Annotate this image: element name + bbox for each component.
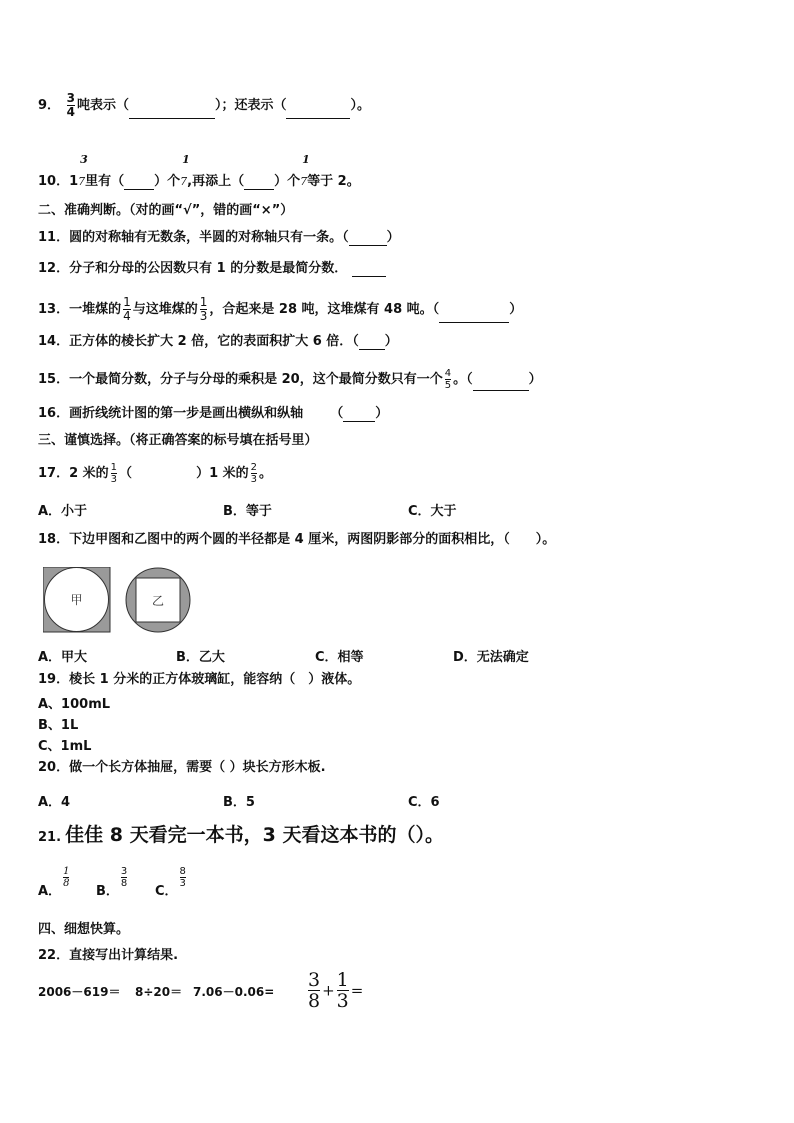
figure-yi — [125, 567, 191, 633]
question-17: 17．2 米的 $\frac{1}{3}$ （ ）1 米的 $\frac{2}{3}$ 。 — [38, 462, 273, 485]
mixed-fraction: 3 7 — [78, 153, 88, 188]
option-d[interactable]: D．无法确定 — [453, 650, 529, 665]
option-a[interactable]: A． $\frac{1}{8}$ — [38, 866, 70, 899]
answer-blank[interactable] — [359, 336, 385, 350]
question-19: 19．棱长 1 分米的正方体玻璃缸，能容纳（ ）液体。 — [38, 672, 361, 687]
fraction: $\frac{3}{4}$ — [66, 91, 75, 119]
question-11: 11．圆的对称轴有无数条，半圆的对称轴只有一条。（ ） — [38, 230, 400, 245]
figure-yi-label: 乙 — [151, 594, 165, 608]
answer-blank[interactable] — [352, 263, 386, 277]
expression-3: 7.06－0.06= — [193, 985, 275, 999]
answer-blank[interactable] — [124, 176, 154, 190]
expression-2: 8÷20＝ — [135, 985, 183, 999]
answer-blank[interactable] — [473, 377, 529, 391]
option-c[interactable]: C．相等 — [315, 650, 364, 665]
figure-jia — [43, 567, 111, 633]
answer-blank[interactable] — [439, 309, 509, 323]
option-c[interactable]: C．大于 — [408, 504, 457, 519]
option-a[interactable]: A．小于 — [38, 504, 88, 519]
answer-blank[interactable] — [343, 408, 375, 422]
section-3-heading: 三、谨慎选择。（将正确答案的标号填在括号里） — [38, 433, 318, 448]
answer-blank[interactable] — [286, 105, 350, 119]
option-a[interactable]: A．4 — [38, 795, 71, 810]
option-c[interactable]: C．6 — [408, 795, 440, 810]
question-22: 22．直接写出计算结果. — [38, 948, 179, 963]
option-b[interactable]: B．5 — [223, 795, 255, 810]
option-c[interactable]: C、1mL — [38, 739, 92, 754]
option-b[interactable]: B、1L — [38, 718, 79, 733]
section-4-heading: 四、细想快算。 — [38, 922, 130, 937]
expression-1: 2006－619＝ — [38, 985, 121, 999]
answer-blank[interactable] — [129, 105, 215, 119]
option-a[interactable]: A．甲大 — [38, 650, 88, 665]
question-14: 14．正方体的棱长扩大 2 倍，它的表面积扩大 6 倍．（ ） — [38, 334, 398, 349]
question-15: 15．一个最简分数，分子与分母的乘积是 20，这个最简分数只有一个 $\frac{4}{5}$ 。（ ） — [38, 368, 542, 391]
section-2-heading: 二、准确判断。（对的画“√”，错的画“×”） — [38, 203, 294, 218]
question-20: 20．做一个长方体抽屉，需要（ ）块长方形木板. — [38, 760, 326, 775]
question-16: 16．画折线统计图的第一步是画出横纵和纵轴 （ ） — [38, 406, 389, 421]
question-13: 13．一堆煤的 $\frac{1}{4}$ 与这堆煤的 $\frac{1}{3}$ ，合起来是 28 吨，这堆煤有 48 吨。（ ） — [38, 295, 523, 323]
option-c[interactable]: C． $\frac{8}{3}$ — [155, 866, 186, 899]
figure-jia-label: 甲 — [70, 593, 83, 607]
fraction: 1 7 — [300, 153, 310, 188]
answer-blank[interactable] — [244, 176, 274, 190]
option-b[interactable]: B．乙大 — [176, 650, 225, 665]
answer-blank[interactable] — [349, 232, 387, 246]
expression-4: $\frac{3}{8}$ + $\frac{1}{3}$ = — [308, 969, 364, 1012]
option-b[interactable]: B．等于 — [223, 504, 272, 519]
question-9: 9． $\frac{3}{4}$ 吨表示（ ）；还表示（ ）。 — [38, 91, 370, 119]
fraction: 1 7 — [180, 153, 190, 188]
option-a[interactable]: A、100mL — [38, 697, 111, 712]
question-21: 21. 佳佳 8 天看完一本书，3 天看这本书的（）。 — [38, 824, 444, 846]
question-18: 18．下边甲图和乙图中的两个圆的半径都是 4 厘米，两图阴影部分的面积相比，（ ）。 — [38, 532, 556, 547]
question-12: 12．分子和分母的公因数只有 1 的分数是最简分数． — [38, 261, 386, 277]
question-10: 10．1 3 7里有（ ）个 1 7,再添上（ ）个 1 7等于 2。 — [38, 153, 360, 189]
option-b[interactable]: B． $\frac{3}{8}$ — [96, 866, 128, 899]
